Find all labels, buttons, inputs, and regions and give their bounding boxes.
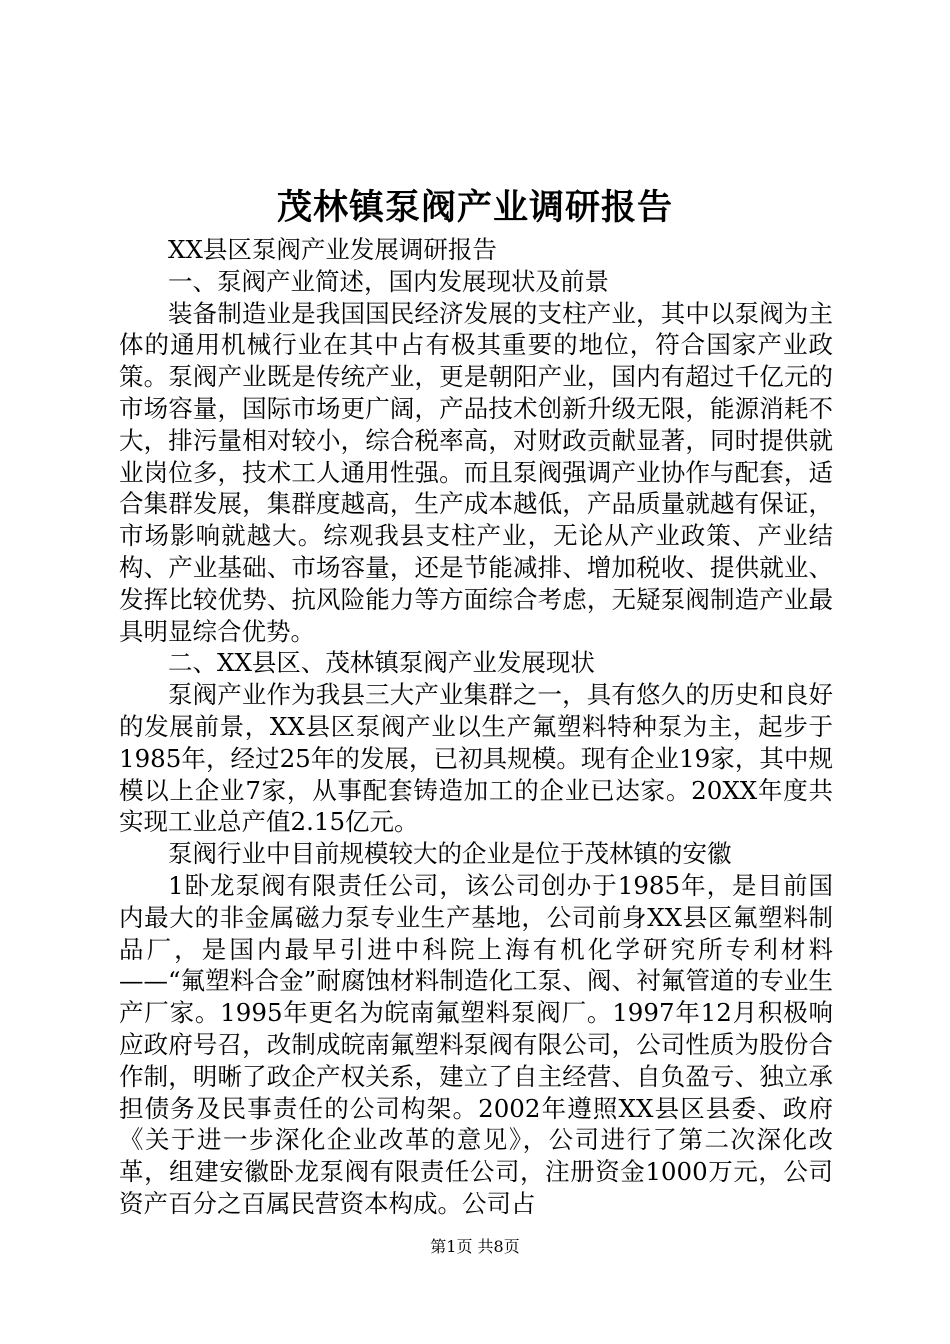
paragraph: 1卧龙泵阀有限责任公司，该公司创办于1985年，是目前国内最大的非金属磁力泵专业生产基地，公司前身XX县区氟塑料制品厂，是国内最早引进中科院上海有机化学研究所专利材料——“氟塑料合金”耐腐蚀材料制造化工泵、阀、衬氟管道的专业生产厂家。1995年更名为皖南氟塑料泵阀厂。1997年12月积极响应政府号召，改制成皖南氟塑料泵阀有限公司，公司性质为股份合作制，明晰了政企产权关系，建立了自主经营、自负盈亏、独立承担债务及民事责任的公司构架。2002年遵照XX县区县委、政府《关于进一步深化企业改革的意见》，公司进行了第二次深化改革，组建安徽卧龙泵阀有限责任公司，注册资金1000万元，公司资产百分之百属民营资本构成。公司占 [119,870,833,1218]
paragraph: 装备制造业是我国国民经济发展的支柱产业，其中以泵阀为主体的通用机械行业在其中占有极其重要的地位，符合国家产业政策。泵阀产业既是传统产业，更是朝阳产业，国内有超过千亿元的市场容量，国际市场更广阔，产品技术创新升级无限，能源消耗不大，排污量相对较小，综合税率高，对财政贡献显著，同时提供就业岗位多，技术工人通用性强。而且泵阀强调产业协作与配套，适合集群发展，集群度越高，生产成本越低，产品质量就越有保证，市场影响就越大。综观我县支柱产业，无论从产业政策、产业结构、产业基础、市场容量，还是节能减排、增加税收、提供就业、发挥比较优势、抗风险能力等方面综合考虑，无疑泵阀制造产业最具明显综合优势。 [119,298,833,646]
page-number-footer: 第1页 共8页 [430,1237,520,1256]
section-heading-2: 二、XX县区、茂林镇泵阀产业发展现状 [168,648,595,678]
paragraph-subtitle: XX县区泵阀产业发展调研报告 [168,235,497,264]
paragraph: 泵阀产业作为我县三大产业集群之一，具有悠久的历史和良好的发展前景，XX县区泵阀产业以生产氟塑料特种泵为主，起步于1985年，经过25年的发展，已初具规模。现有企业19家，其中规模以上企业7家，从事配套铸造加工的企业已达家。20XX年度共实现工业总产值2.15亿元。 [119,680,833,837]
document-title: 茂林镇泵阀产业调研报告 [276,187,673,228]
section-heading-1: 一、泵阀产业简述，国内发展现状及前景 [168,266,609,296]
document-body [119,234,833,1220]
paragraph: 泵阀行业中目前规模较大的企业是位于茂林镇的安徽 [168,839,732,869]
